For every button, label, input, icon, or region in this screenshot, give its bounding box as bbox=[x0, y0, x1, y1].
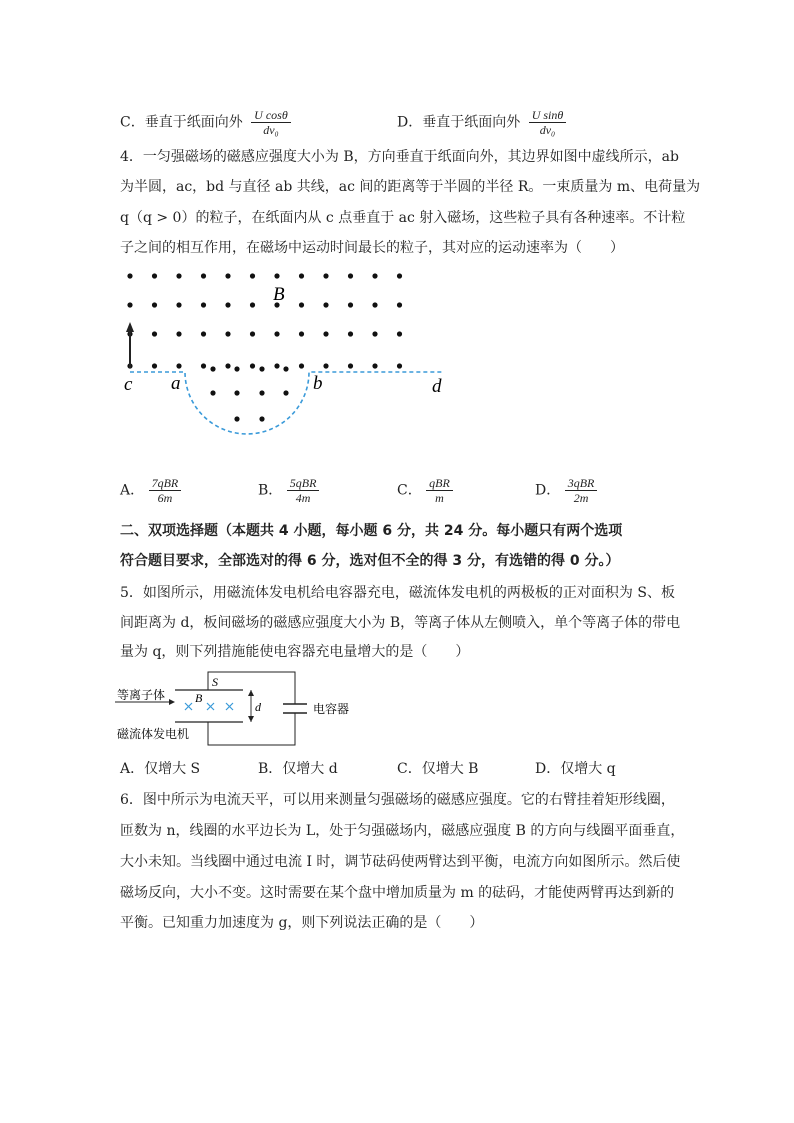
label-d: d bbox=[432, 376, 442, 397]
field-dot bbox=[176, 273, 181, 278]
q4-line-1: 4．一匀强磁场的磁感应强度大小为 B，方向垂直于纸面向外，其边界如图中虚线所示，ab bbox=[120, 149, 679, 165]
field-dot bbox=[152, 331, 157, 336]
q3-option-d: D．垂直于纸面向外 $\frac{\text{U sinθ}}{\text{dv₀}}$ bbox=[397, 108, 566, 137]
field-dot bbox=[274, 331, 279, 336]
field-dot bbox=[397, 273, 402, 278]
q5-line-2: 间距离为 d，板间磁场的磁感应强度大小为 B，等离子体从左侧喷入，单个等离子体的带电 bbox=[120, 615, 681, 631]
field-dot bbox=[201, 273, 206, 278]
q5-option-a: A．仅增大 S bbox=[120, 761, 201, 777]
q5-mhd-generator-figure bbox=[115, 668, 365, 750]
q4-line-3: q（q > 0）的粒子，在纸面内从 c 点垂直于 ac 射入磁场，这些粒子具有各种速率。不计粒 bbox=[120, 210, 686, 226]
q6-line-2: 匝数为 n，线圈的水平边长为 L，处于匀强磁场内，磁感应强度 B 的方向与线圈平面垂直， bbox=[120, 823, 685, 839]
label-b: b bbox=[313, 373, 323, 394]
q3-option-c: C．垂直于纸面向外 $\frac{\text{U cosθ}}{\text{dv₀}}$ bbox=[120, 108, 291, 137]
q6-line-5: 平衡。已知重力加速度为 g，则下列说法正确的是（ ） bbox=[120, 915, 484, 931]
label-B: B bbox=[195, 691, 203, 705]
field-dot bbox=[323, 363, 328, 368]
label-c: c bbox=[124, 374, 133, 395]
field-dot bbox=[348, 302, 353, 307]
field-dot bbox=[234, 366, 239, 371]
field-dot bbox=[348, 363, 353, 368]
field-dot bbox=[259, 416, 264, 421]
field-dot bbox=[225, 331, 230, 336]
q4-line-4: 子之间的相互作用，在磁场中运动时间最长的粒子，其对应的运动速率为（ ） bbox=[120, 240, 624, 256]
q5-line-1: 5．如图所示，用磁流体发电机给电容器充电，磁流体发电机的两极板的正对面积为 S、板 bbox=[120, 585, 675, 601]
label-plasma: 等离子体 bbox=[117, 688, 166, 702]
field-dot bbox=[299, 273, 304, 278]
q3-option-c-fraction: $\frac{\text{U cosθ}}{\text{dv₀}}$ bbox=[251, 108, 291, 137]
field-dot bbox=[250, 302, 255, 307]
q5-line-3: 量为 q，则下列措施能使电容器充电量增大的是（ ） bbox=[120, 644, 470, 660]
field-dot bbox=[210, 366, 215, 371]
q4-option-c: C． $\frac{\text{qBR}}{m}$ bbox=[397, 476, 453, 505]
field-dot bbox=[250, 331, 255, 336]
velocity-arrow-head bbox=[126, 322, 134, 332]
field-dot bbox=[348, 273, 353, 278]
label-a: a bbox=[171, 373, 181, 394]
field-dot bbox=[225, 302, 230, 307]
magnetic-field-dots bbox=[127, 273, 402, 421]
plasma-arrow-head bbox=[169, 699, 175, 705]
q4-option-a: A． $\frac{\text{7qBR}}{6m}$ bbox=[120, 476, 181, 505]
field-dot bbox=[152, 273, 157, 278]
field-dot bbox=[201, 302, 206, 307]
field-dot bbox=[127, 302, 132, 307]
field-dot bbox=[283, 366, 288, 371]
q5-option-c: C．仅增大 B bbox=[397, 761, 479, 777]
q4-line-2: 为半圆，ac，bd 与直径 ab 共线，ac 间的距离等于半圆的半径 R。一束质量为 m、电荷量为 bbox=[120, 179, 701, 195]
field-dot bbox=[372, 331, 377, 336]
field-dot bbox=[225, 363, 230, 368]
field-dot bbox=[323, 273, 328, 278]
field-dot bbox=[176, 331, 181, 336]
section-2-heading-line-1: 二、双项选择题（本题共 4 小题，每小题 6 分，共 24 分。每小题只有两个选项 bbox=[120, 523, 623, 539]
q6-line-1: 6．图中所示为电流天平，可以用来测量匀强磁场的磁感应强度。它的右臂挂着矩形线圈， bbox=[120, 792, 675, 808]
q4-option-d: D． $\frac{\text{3qBR}}{2m}$ bbox=[535, 476, 597, 505]
field-dot bbox=[176, 302, 181, 307]
field-dot bbox=[127, 273, 132, 278]
field-dot bbox=[274, 273, 279, 278]
field-dot bbox=[176, 363, 181, 368]
field-dot bbox=[201, 331, 206, 336]
field-dot bbox=[372, 273, 377, 278]
field-dot bbox=[234, 390, 239, 395]
field-dot bbox=[299, 363, 304, 368]
field-dot bbox=[152, 363, 157, 368]
field-dot bbox=[299, 331, 304, 336]
field-dot bbox=[259, 366, 264, 371]
field-dot bbox=[152, 302, 157, 307]
field-dot bbox=[274, 363, 279, 368]
field-dot bbox=[234, 416, 239, 421]
field-dot bbox=[397, 363, 402, 368]
section-2-heading-line-2: 符合题目要求，全部选对的得 6 分，选对但不全的得 3 分，有选错的得 0 分。） bbox=[120, 553, 620, 569]
q3-option-d-fraction: $\frac{\text{U sinθ}}{\text{dv₀}}$ bbox=[529, 108, 567, 137]
field-dot bbox=[225, 273, 230, 278]
field-dot bbox=[283, 390, 288, 395]
field-dot bbox=[201, 363, 206, 368]
label-generator: 磁流体发电机 bbox=[117, 727, 190, 741]
field-dot bbox=[299, 302, 304, 307]
label-S: S bbox=[212, 675, 218, 689]
field-dot bbox=[259, 390, 264, 395]
field-dot bbox=[250, 273, 255, 278]
q5-option-d: D．仅增大 q bbox=[535, 761, 616, 777]
q4-magnetic-field-figure bbox=[115, 262, 455, 442]
field-dot bbox=[348, 331, 353, 336]
label-B: B bbox=[273, 284, 285, 305]
field-dot bbox=[210, 390, 215, 395]
label-d: d bbox=[255, 700, 261, 714]
top-wire bbox=[208, 672, 295, 704]
field-dot bbox=[372, 302, 377, 307]
field-dot bbox=[397, 302, 402, 307]
field-dot bbox=[397, 331, 402, 336]
q6-line-3: 大小未知。当线圈中通过电流 I 时，调节砝码使两臂达到平衡，电流方向如图所示。然后使 bbox=[120, 854, 681, 870]
magnetic-field-crosses bbox=[185, 703, 233, 710]
field-dot bbox=[372, 363, 377, 368]
field-dot bbox=[250, 363, 255, 368]
field-dot bbox=[323, 302, 328, 307]
q5-option-b: B．仅增大 d bbox=[258, 761, 338, 777]
field-dot bbox=[323, 331, 328, 336]
label-capacitor: 电容器 bbox=[313, 702, 350, 716]
q4-option-b: B． $\frac{\text{5qBR}}{4m}$ bbox=[258, 476, 319, 505]
q6-line-4: 磁场反向，大小不变。这时需要在某个盘中增加质量为 m 的砝码，才能使两臂再达到新的 bbox=[120, 885, 675, 901]
